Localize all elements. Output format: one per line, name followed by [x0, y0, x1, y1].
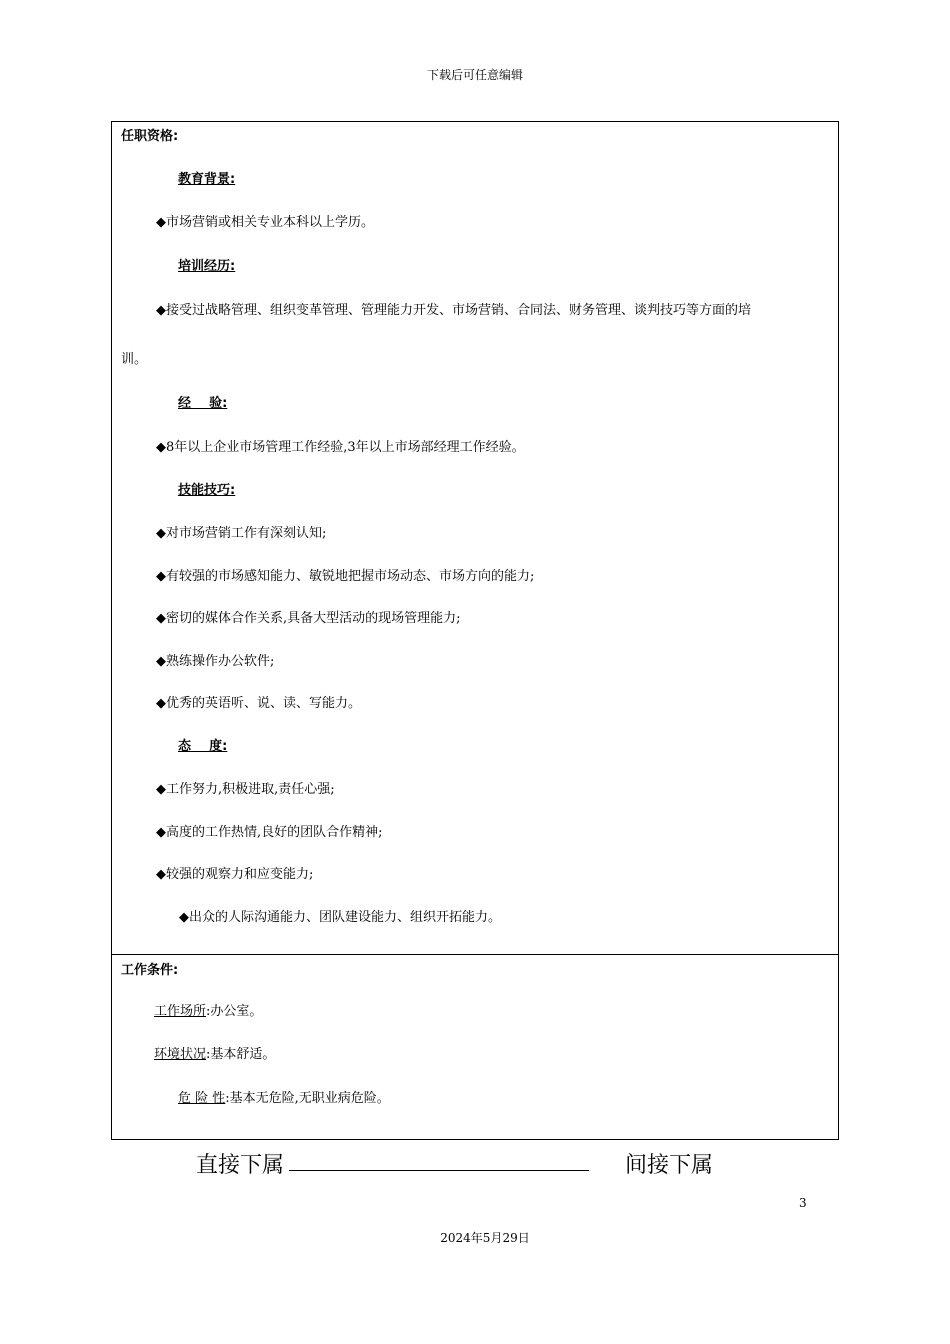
condition-place-label: 工作场所	[154, 1004, 207, 1019]
direct-subordinates-label: 直接下属	[196, 1153, 285, 1178]
page-number: 3	[799, 1196, 807, 1210]
attitude-item: ◆高度的工作热情,良好的团队合作精神;	[156, 825, 383, 840]
skills-item: ◆优秀的英语听、说、读、写能力。	[156, 696, 361, 711]
condition-environment	[154, 1046, 275, 1064]
condition-risk-label: 危 险 性	[178, 1091, 226, 1106]
condition-risk	[178, 1090, 390, 1108]
direct-subordinates-line	[289, 1170, 589, 1171]
skills-item: ◆对市场营销工作有深刻认知;	[156, 526, 327, 541]
skills-item: ◆熟练操作办公软件;	[156, 654, 275, 669]
condition-environment-label: 环境状况	[154, 1047, 207, 1062]
attitude-item: ◆较强的观察力和应变能力;	[156, 867, 314, 882]
training-item-line2: 训。	[121, 352, 148, 367]
education-item: ◆市场营销或相关专业本科以上学历。	[156, 215, 374, 230]
experience-heading: 经 验:	[178, 396, 228, 411]
condition-place	[154, 1003, 262, 1021]
training-item-line1: ◆接受过战略管理、组织变革管理、管理能力开发、市场营销、合同法、财务管理、谈判技巧等方面的培	[156, 303, 751, 318]
document-date: 2024年5月29日	[440, 1231, 530, 1245]
attitude-item: ◆出众的人际沟通能力、团队建设能力、组织开拓能力。	[179, 910, 501, 925]
skills-heading: 技能技巧:	[178, 483, 236, 498]
conditions-title: 工作条件:	[121, 963, 179, 978]
skills-item: ◆有较强的市场感知能力、敏锐地把握市场动态、市场方向的能力;	[156, 569, 535, 584]
indirect-subordinates-label: 间接下属	[625, 1153, 714, 1178]
condition-place-value: :办公室。	[206, 1004, 263, 1019]
skills-item: ◆密切的媒体合作关系,具备大型活动的现场管理能力;	[156, 611, 461, 626]
qualifications-title: 任职资格:	[121, 129, 179, 144]
attitude-item: ◆工作努力,积极进取,责任心强;	[156, 782, 335, 797]
page-header: 下载后可任意编辑	[426, 68, 523, 82]
training-heading: 培训经历:	[178, 259, 236, 274]
education-heading: 教育背景:	[178, 172, 236, 187]
attitude-heading: 态 度:	[178, 739, 228, 754]
condition-risk-value: :基本无危险,无职业病危险。	[225, 1091, 390, 1106]
experience-item: ◆8年以上企业市场管理工作经验,3年以上市场部经理工作经验。	[156, 440, 525, 455]
condition-environment-value: :基本舒适。	[206, 1047, 276, 1062]
